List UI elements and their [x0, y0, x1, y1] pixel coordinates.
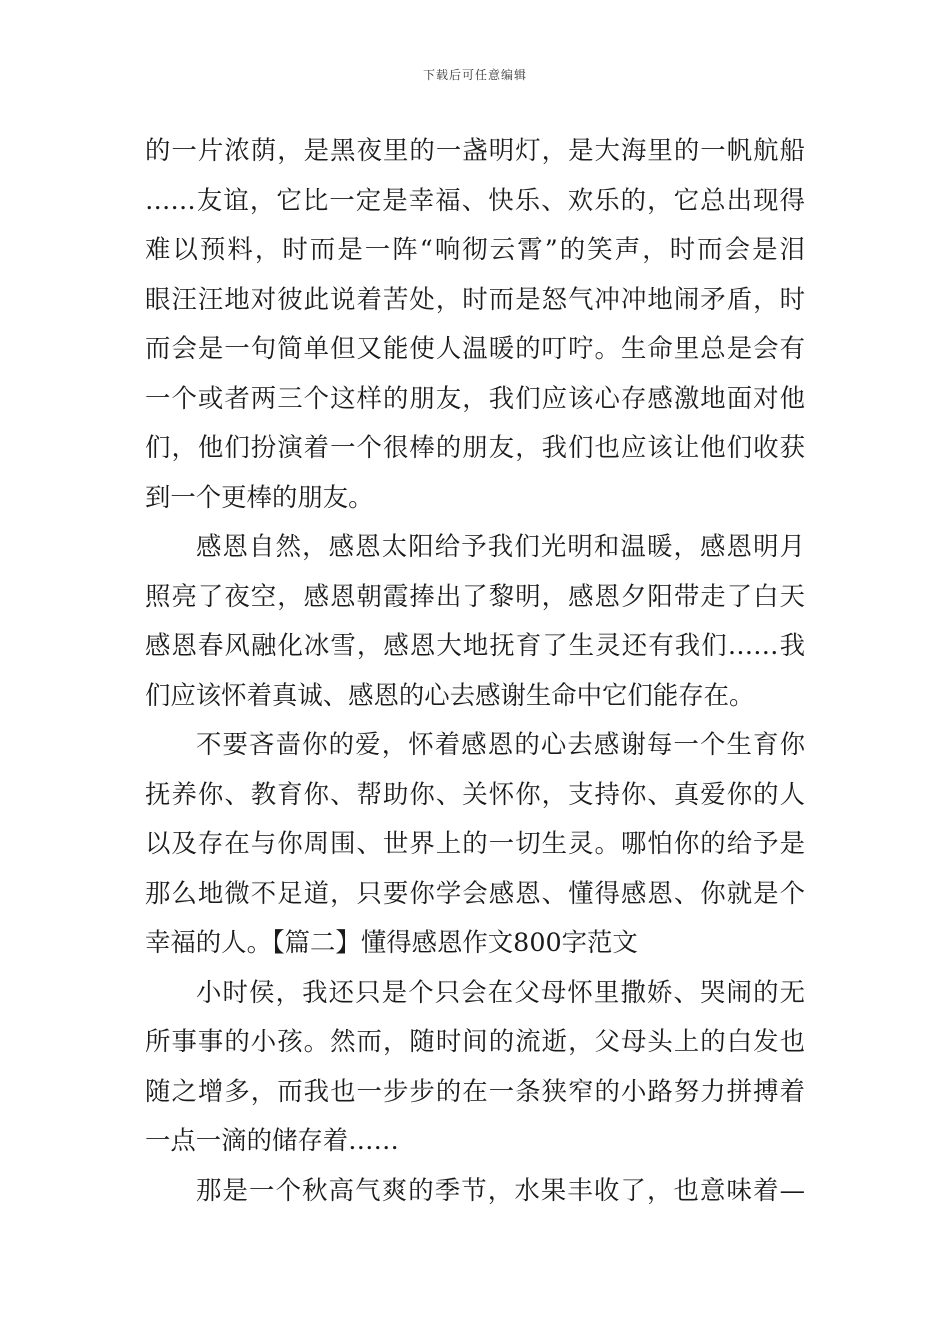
text-line: 那么地微不足道，只要你学会感恩、懂得感恩、你就是个 — [145, 877, 805, 908]
paragraph-start-line: 那是一个秋高气爽的季节，水果丰收了，也意味着— — [196, 1174, 805, 1205]
text-line: 所事事的小孩。然而，随时间的流逝，父母头上的白发也 — [145, 1026, 805, 1056]
text-line: 照亮了夜空，感恩朝霞捧出了黎明，感恩夕阳带走了白天 — [145, 580, 805, 611]
text-line: 们应该怀着真诚、感恩的心去感谢生命中它们能存在。 — [145, 679, 755, 710]
text-line: 一点一滴的储存着…… — [145, 1125, 399, 1155]
text-line: 一个或者两三个这样的朋友，我们应该心存感激地面对他 — [145, 382, 805, 413]
text-line: 而会是一句简单但又能使人温暖的叮咛。生命里总是会有 — [145, 333, 805, 363]
text-line: 抚养你、教育你、帮助你、关怀你，支持你、真爱你的人 — [145, 778, 805, 809]
text-line: ……友谊，它比一定是幸福、快乐、欢乐的，它总出现得 — [145, 184, 805, 215]
paragraph-start-line: 小时侯，我还只是个只会在父母怀里撒娇、哭闹的无 — [196, 976, 805, 1007]
text-line: 以及存在与你周围、世界上的一切生灵。哪怕你的给予是 — [145, 828, 805, 858]
paragraph-start-line: 不要吝啬你的爱，怀着感恩的心去感谢每一个生育你 — [196, 729, 805, 759]
text-line: 的一片浓荫，是黑夜里的一盏明灯，是大海里的一帆航船 — [145, 135, 805, 165]
text-line: 感恩春风融化冰雪，感恩大地抚育了生灵还有我们……我 — [145, 630, 805, 660]
text-line: 们，他们扮演着一个很棒的朋友，我们也应该让他们收获 — [145, 432, 805, 462]
text-line: 眼汪汪地对彼此说着苦处，时而是怒气冲冲地闹矛盾，时 — [145, 283, 805, 314]
text-line: 到一个更棒的朋友。 — [145, 481, 374, 512]
document-body — [145, 126, 805, 1215]
text-line: 随之增多，而我也一步步的在一条狭窄的小路努力拼搏着 — [145, 1075, 805, 1106]
text-line: 难以预料，时而是一阵“响彻云霄”的笑声，时而会是泪 — [145, 234, 805, 264]
page-header: 下载后可任意编辑 — [422, 68, 527, 82]
text-line: 幸福的人。【篇二】懂得感恩作文800字范文 — [145, 927, 638, 957]
paragraph-start-line: 感恩自然，感恩太阳给予我们光明和温暖，感恩明月 — [196, 531, 805, 561]
